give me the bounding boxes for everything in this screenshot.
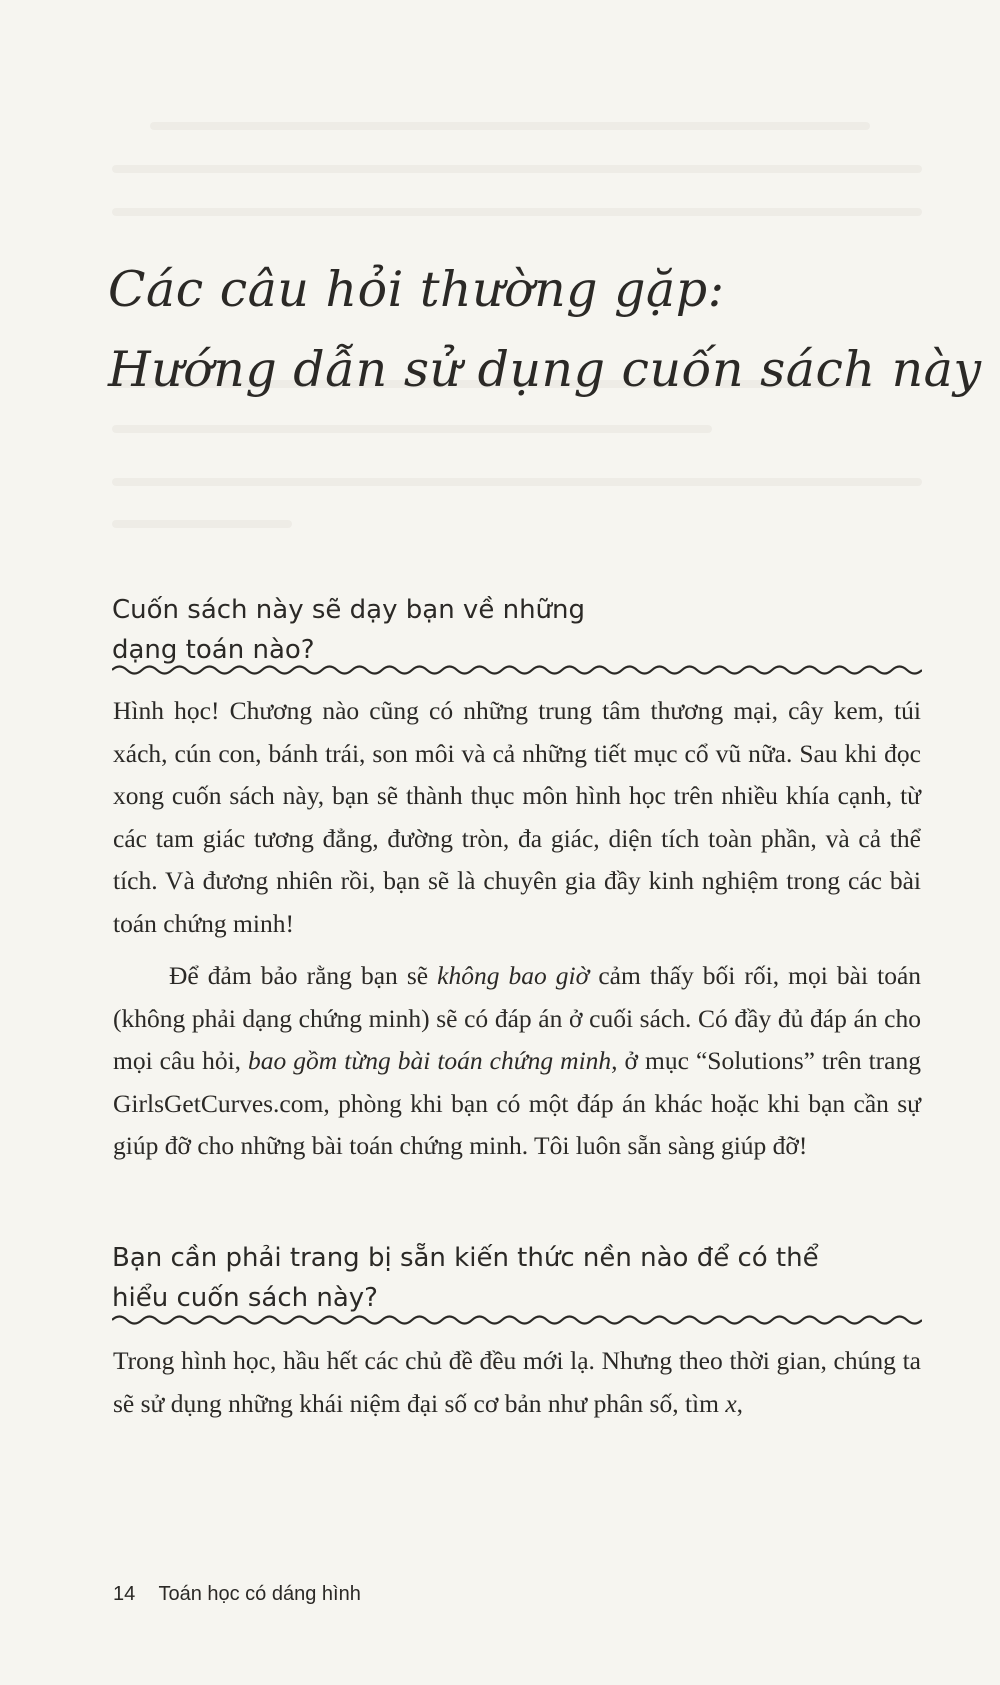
show-through-line: [112, 165, 922, 173]
section-heading-line-1: Cuốn sách này sẽ dạy bạn về những: [112, 595, 586, 625]
show-through-line: [150, 122, 870, 130]
page-number: 14: [113, 1583, 136, 1605]
show-through-line: [112, 520, 292, 528]
section-heading: [112, 590, 912, 670]
paragraph: Để đảm bảo rằng bạn sẽ không bao giờ cảm thấy bối rối, mọi bài toán (không phải dạng chứng minh) sẽ có đáp án ở cuối sách. Có đầy đủ đáp án cho mọi câu hỏi, bao gồm từng bài toán chứng minh, ở mục “Solutions” trên trang GirlsGetCurves.com, phòng khi bạn có một đáp án khác hoặc khi bạn cần sự giúp đỡ cho những bài toán chứng minh. Tôi luôn sẵn sàng giúp đỡ!: [113, 961, 922, 1160]
section-heading-line-2: hiểu cuốn sách này?: [112, 1283, 378, 1313]
running-title: Toán học có dáng hình: [158, 1583, 361, 1605]
wavy-divider: [112, 1310, 922, 1330]
section-heading-line-1: Bạn cần phải trang bị sẵn kiến thức nền nào để có thể: [112, 1243, 819, 1273]
wavy-divider: [112, 660, 922, 680]
chapter-title-line-1: Các câu hỏi thường gặp:: [108, 261, 725, 318]
chapter-title-line-2: Hướng dẫn sử dụng cuốn sách này: [108, 341, 982, 398]
section-heading: [112, 1238, 912, 1318]
paragraph: Trong hình học, hầu hết các chủ đề đều mới lạ. Nhưng theo thời gian, chúng ta sẽ sử dụng những khái niệm đại số cơ bản như phân số, tìm x,: [113, 1346, 921, 1418]
show-through-line: [112, 208, 922, 216]
section-heading-line-2: dạng toán nào?: [112, 635, 315, 665]
chapter-title: [108, 250, 982, 410]
section-body: [113, 1340, 921, 1425]
show-through-line: [112, 478, 922, 486]
show-through-line: [112, 425, 712, 433]
paragraph: Hình học! Chương nào cũng có những trung tâm thương mại, cây kem, túi xách, cún con, bánh trái, son môi và cả những tiết mục cổ vũ nữa. Sau khi đọc xong cuốn sách này, bạn sẽ thành thục môn hình học trên nhiều khía cạnh, từ các tam giác tương đẳng, đường tròn, đa giác, diện tích toàn phần, và cả thể tích. Và đương nhiên rồi, bạn sẽ là chuyên gia đầy kinh nghiệm trong các bài toán chứng minh!: [113, 696, 921, 938]
page-footer: [113, 1583, 361, 1606]
section-body: [113, 690, 921, 1168]
